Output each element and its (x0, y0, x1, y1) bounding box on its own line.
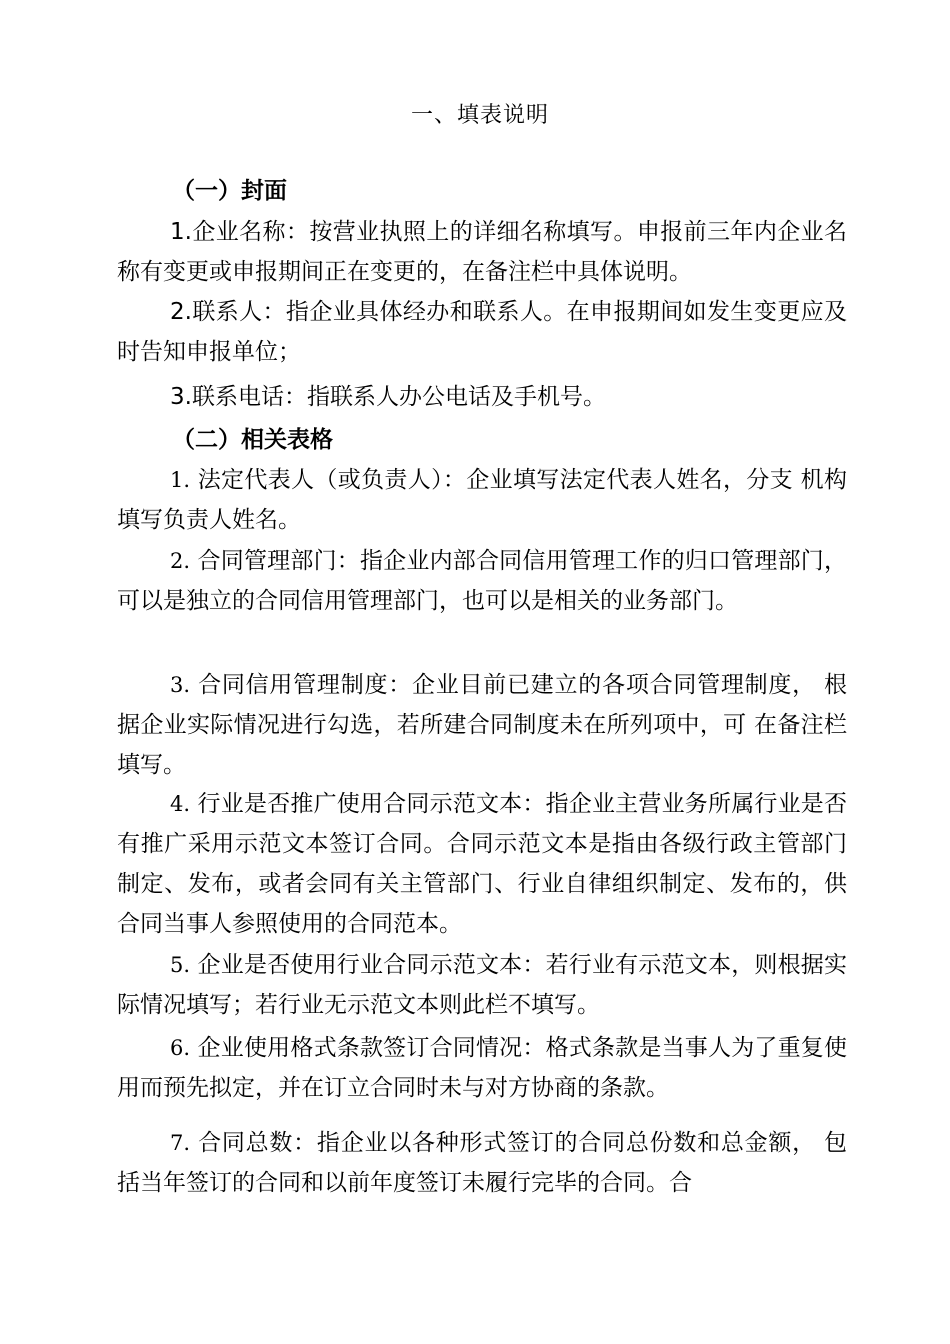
item-text: 联系人：指企业具体经办和联系人。在申报期间如发生变更应及时告知申报单位； (117, 299, 847, 365)
item-text: 企业是否使用行业合同示范文本：若行业有示范文本，则根据实际情况填写；若行业无示范文本则此栏不填写。 (117, 952, 847, 1018)
document-title: 一、填表说明 (410, 103, 549, 128)
cover-item-3 (117, 377, 847, 417)
item-number: 1. (170, 468, 191, 492)
tables-item-1 (117, 460, 847, 540)
tables-item-6 (117, 1028, 847, 1108)
item-text: 合同总数：指企业以各种形式签订的合同总份数和总金额， 包括当年签订的合同和以前年度签订未履行完毕的合同。合 (117, 1130, 847, 1196)
item-number: 3. (170, 673, 191, 697)
cover-item-1 (117, 212, 847, 292)
item-text: 法定代表人（或负责人）：企业填写法定代表人姓名，分支 机构填写负责人姓名。 (117, 467, 847, 533)
item-number: 1. (170, 219, 192, 245)
item-text: 合同信用管理制度：企业目前已建立的各项合同管理制度， 根据企业实际情况进行勾选，若所建合同制度未在所列项中，可 在备注栏填写。 (117, 672, 847, 778)
item-number: 7. (170, 1131, 191, 1155)
item-text: 企业使用格式条款签订合同情况：格式条款是当事人为了重复使用而预先拟定，并在订立合同时未与对方协商的条款。 (117, 1035, 847, 1101)
item-number: 2. (170, 549, 191, 573)
item-text: 企业名称：按营业执照上的详细名称填写。申报前三年内企业名称有变更或申报期间正在变更的，在备注栏中具体说明。 (117, 219, 847, 285)
item-number: 4. (170, 792, 191, 816)
item-number: 5. (170, 953, 191, 977)
tables-item-7 (117, 1123, 847, 1203)
item-text: 行业是否推广使用合同示范文本：指企业主营业务所属行业是否有推广采用示范文本签订合同。合同示范文本是指由各级行政主管部门制定、发布，或者会同有关主管部门、行业自律组织制定、发布的，供合同当事人参照使用的合同范本。 (117, 791, 847, 937)
section-heading-cover: （一）封面 (172, 178, 287, 204)
cover-item-2 (117, 292, 847, 372)
tables-item-4 (117, 784, 847, 944)
tables-item-2 (117, 541, 847, 621)
item-number: 2. (170, 299, 192, 325)
section-heading-tables: （二）相关表格 (172, 427, 333, 453)
item-text: 联系电话：指联系人办公电话及手机号。 (191, 384, 606, 410)
item-number: 3. (170, 384, 192, 410)
tables-item-3 (117, 665, 847, 785)
item-number: 6. (170, 1036, 191, 1060)
item-text: 合同管理部门：指企业内部合同信用管理工作的归口管理部门，可以是独立的合同信用管理部门，也可以是相关的业务部门。 (117, 548, 847, 614)
tables-item-5 (117, 945, 847, 1025)
